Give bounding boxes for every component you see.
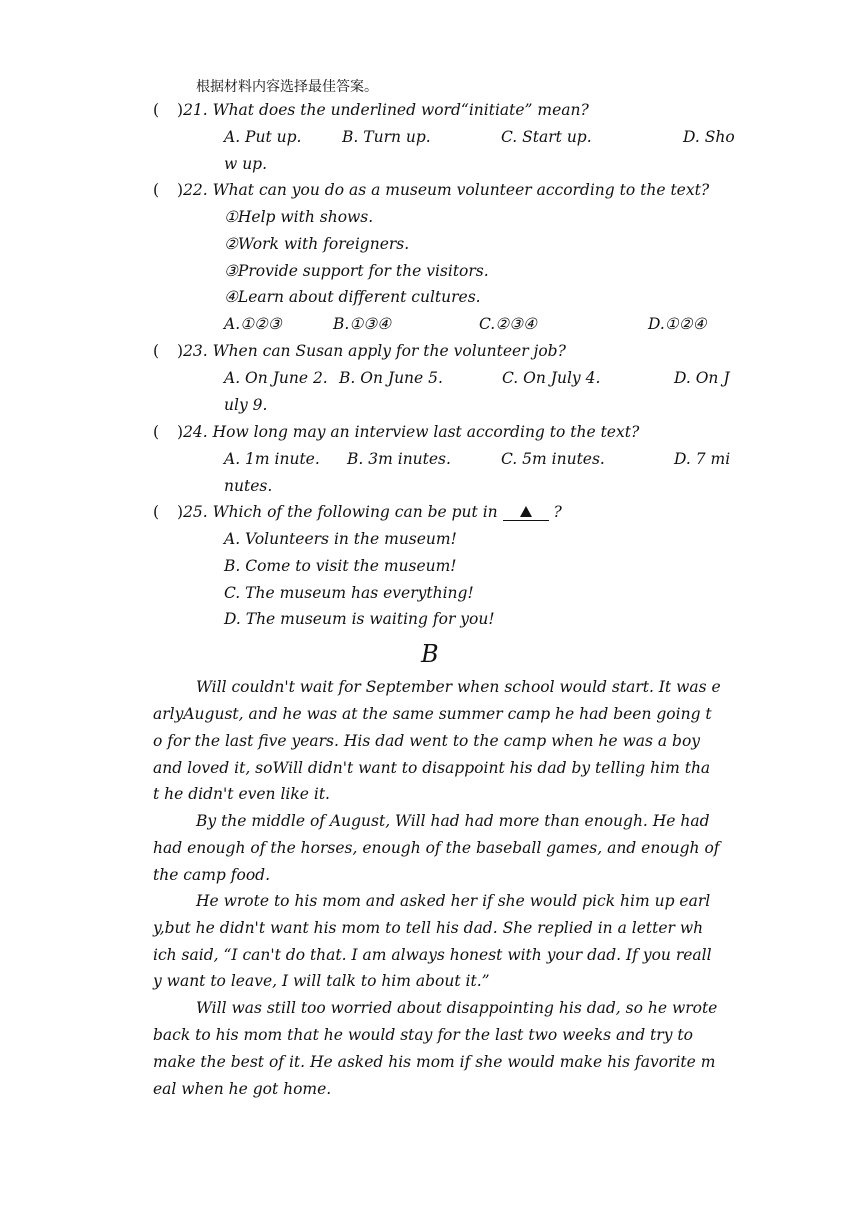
passage-line: y want to leave, I will talk to him about it.” — [153, 972, 490, 990]
passage-line: had enough of the horses, enough of the baseball games, and enough of — [153, 839, 720, 857]
answer-paren-open: ( — [153, 101, 160, 119]
question-25 — [153, 503, 562, 522]
answer-paren-close: ) — [177, 101, 184, 119]
question-stem: 25. Which of the following can be put in — [183, 503, 503, 521]
option-d: D. Sho — [683, 128, 735, 146]
question-23 — [153, 342, 566, 360]
passage-line: o for the last five years. His dad went to the camp when he was a boy — [153, 732, 701, 750]
question-24 — [153, 423, 639, 441]
option-c: C. Start up. — [501, 128, 592, 146]
option-c: C. On July 4. — [502, 369, 601, 387]
option-c: C. 5m inutes. — [501, 450, 605, 468]
question-stem: 24. How long may an interview last according to the text? — [183, 423, 640, 441]
option-b: B. 3m inutes. — [347, 450, 451, 468]
option-c: C. The museum has everything! — [224, 584, 474, 602]
passage-line: and loved it, soWill didn't want to disappoint his dad by telling him tha — [153, 759, 711, 777]
option-d: D. On J — [674, 369, 730, 387]
passage-line: ich said, “I can't do that. I am always honest with your dad. If you reall — [153, 946, 712, 964]
passage-line: Will couldn't wait for September when school would start. It was e — [196, 678, 721, 696]
option-a: A. On June 2. — [224, 369, 328, 387]
option-b: B. Turn up. — [342, 128, 431, 146]
list-item: ③Provide support for the visitors. — [224, 262, 489, 280]
list-item: ①Help with shows. — [224, 208, 374, 226]
option-d: D.①②④ — [648, 315, 707, 333]
option-d: D. The museum is waiting for you! — [224, 610, 495, 628]
instruction-text: 根据材料内容选择最佳答案。 — [196, 79, 378, 95]
option-b: B. Come to visit the museum! — [224, 557, 457, 575]
option-b: B.①③④ — [333, 315, 392, 333]
option-a: A. 1m inute. — [224, 450, 320, 468]
option-d: D. 7 mi — [674, 450, 731, 468]
passage-line: eal when he got home. — [153, 1080, 332, 1098]
option-a: A. Volunteers in the museum! — [224, 530, 457, 548]
question-stem: 22. What can you do as a museum volunteer according to the text? — [183, 181, 710, 199]
question-21 — [153, 101, 589, 119]
answer-paren-open: ( — [153, 423, 160, 441]
question-stem: 23. When can Susan apply for the volunteer job? — [183, 342, 566, 360]
triangle-icon — [520, 506, 532, 517]
answer-paren-close: ) — [177, 342, 184, 360]
passage-line: Will was still too worried about disappointing his dad, so he wrote — [196, 999, 718, 1017]
answer-blank — [503, 502, 549, 521]
answer-paren-close: ) — [177, 503, 184, 521]
question-stem: 21. What does the underlined word“initiate” mean? — [183, 101, 589, 119]
passage-line: the camp food. — [153, 866, 271, 884]
question-22 — [153, 181, 709, 199]
section-title: B — [421, 640, 439, 668]
answer-paren-close: ) — [177, 181, 184, 199]
option-d-wrap: w up. — [224, 155, 268, 173]
answer-paren-open: ( — [153, 503, 160, 521]
answer-paren-open: ( — [153, 342, 160, 360]
option-d-wrap: uly 9. — [224, 396, 268, 414]
passage-line: arlyAugust, and he was at the same summer camp he had been going t — [153, 705, 712, 723]
option-c: C.②③④ — [479, 315, 537, 333]
passage-line: t he didn't even like it. — [153, 785, 330, 803]
passage-line: back to his mom that he would stay for the last two weeks and try to — [153, 1026, 693, 1044]
list-item: ②Work with foreigners. — [224, 235, 410, 253]
answer-paren-close: ) — [177, 423, 184, 441]
answer-paren-open: ( — [153, 181, 160, 199]
option-a: A. Put up. — [224, 128, 302, 146]
passage-line: make the best of it. He asked his mom if she would make his favorite m — [153, 1053, 716, 1071]
passage-line: By the middle of August, Will had had more than enough. He had — [196, 812, 710, 830]
list-item: ④Learn about different cultures. — [224, 288, 481, 306]
passage-line: y,but he didn't want his mom to tell his dad. She replied in a letter wh — [153, 919, 704, 937]
option-a: A.①②③ — [224, 315, 282, 333]
option-d-wrap: nutes. — [224, 477, 273, 495]
question-stem-end: ? — [548, 503, 562, 521]
option-b: B. On June 5. — [339, 369, 443, 387]
passage-line: He wrote to his mom and asked her if she would pick him up earl — [196, 892, 711, 910]
